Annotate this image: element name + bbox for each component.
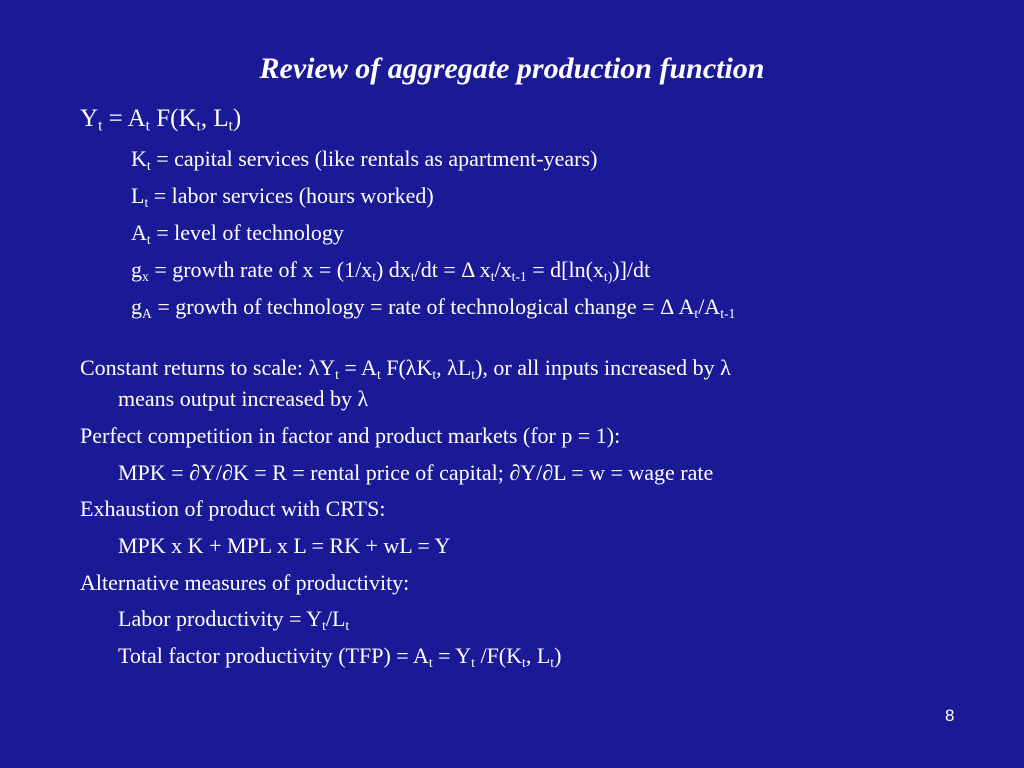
subscript: t — [228, 117, 233, 135]
subscript: t — [146, 231, 151, 247]
text-run: = growth rate of x = (1/x — [148, 257, 373, 282]
text-run: K — [131, 146, 147, 171]
text-run: Exhaustion of product with CRTS: — [80, 496, 386, 521]
definition-technology — [131, 218, 344, 248]
text-run: = A — [102, 105, 146, 132]
definition-labor — [131, 181, 434, 211]
subscript: t — [432, 366, 437, 382]
text-run: /F(K — [474, 643, 523, 668]
subscript: t — [694, 305, 699, 321]
text-run: /L — [325, 606, 346, 631]
text-run: A — [131, 220, 147, 245]
text-run: MPK x K + MPL x L = RK + wL = Y — [118, 533, 451, 558]
text-run: , L — [200, 105, 229, 132]
subscript: t — [146, 157, 151, 173]
text-run: , L — [525, 643, 551, 668]
tfp-line — [118, 641, 561, 671]
text-run: Y — [80, 105, 99, 132]
labor-productivity-line — [118, 604, 349, 634]
text-run: MPK = ∂Y/∂K = R = rental price of capital; ∂Y/∂L = w = wage rate — [118, 460, 714, 485]
text-run: /x — [494, 257, 512, 282]
subscript: t — [428, 654, 433, 670]
subscript: t — [550, 654, 555, 670]
production-function — [80, 104, 241, 134]
text-run: = Y — [432, 643, 472, 668]
text-run: L — [131, 183, 145, 208]
productivity-heading — [80, 568, 409, 598]
text-run: g — [131, 294, 142, 319]
text-run: )]/dt — [612, 257, 651, 282]
text-run: ) dx — [375, 257, 411, 282]
subscript: t — [145, 117, 150, 135]
subscript: t — [410, 268, 415, 284]
subscript: t — [196, 117, 201, 135]
subscript: t — [471, 654, 475, 670]
text-run: = labor services (hours worked) — [148, 183, 434, 208]
text-run: = A — [338, 355, 377, 380]
definition-growth-rate — [131, 255, 650, 285]
exhaustion-equation — [118, 531, 450, 561]
text-run: = level of technology — [150, 220, 344, 245]
definition-capital — [131, 144, 597, 174]
subscript: t — [345, 617, 350, 633]
text-run: Constant returns to scale: λY — [80, 355, 336, 380]
text-run: g — [131, 257, 142, 282]
text-run: /A — [698, 294, 721, 319]
page-number: 8 — [945, 706, 955, 725]
text-run: = capital services (like rentals as apartment-years) — [150, 146, 598, 171]
text-run: Perfect competition in factor and product markets (for p = 1): — [80, 423, 621, 448]
subscript: t-1 — [720, 305, 736, 321]
text-run: ), or all inputs increased by λ — [475, 355, 731, 380]
text-run: means output increased by λ — [118, 386, 369, 411]
text-run: = growth of technology = rate of technological change = Δ A — [151, 294, 695, 319]
subscript: t-1 — [511, 268, 527, 284]
subscript: t — [376, 366, 381, 382]
text-run: = d[ln(x — [526, 257, 604, 282]
subscript: t — [490, 268, 495, 284]
perfect-competition-heading — [80, 421, 620, 451]
subscript: t — [522, 654, 526, 670]
exhaustion-heading — [80, 494, 385, 524]
subscript: t — [335, 366, 339, 382]
text-run: F(K — [149, 105, 197, 132]
subscript: t — [471, 366, 476, 382]
subscript: A — [142, 305, 152, 321]
subscript: t — [372, 268, 376, 284]
text-run: Alternative measures of productivity: — [80, 570, 410, 595]
subscript: x — [142, 268, 149, 284]
text-run: F(λK — [380, 355, 433, 380]
subscript: t — [322, 617, 326, 633]
crts-statement — [80, 353, 731, 383]
subscript: t) — [603, 268, 613, 284]
text-run: ) — [232, 105, 242, 132]
text-run: , λL — [436, 355, 472, 380]
text-run: /dt = Δ x — [414, 257, 491, 282]
definition-technology-growth — [131, 292, 735, 322]
text-run: Labor productivity = Y — [118, 606, 323, 631]
text-run: Total factor productivity (TFP) = A — [118, 643, 429, 668]
crts-statement-continued — [118, 384, 368, 414]
subscript: t — [98, 117, 103, 135]
slide-title: Review of aggregate production function — [259, 52, 765, 85]
subscript: t — [144, 194, 149, 210]
text-run: ) — [554, 643, 562, 668]
marginal-products-line — [118, 458, 713, 488]
